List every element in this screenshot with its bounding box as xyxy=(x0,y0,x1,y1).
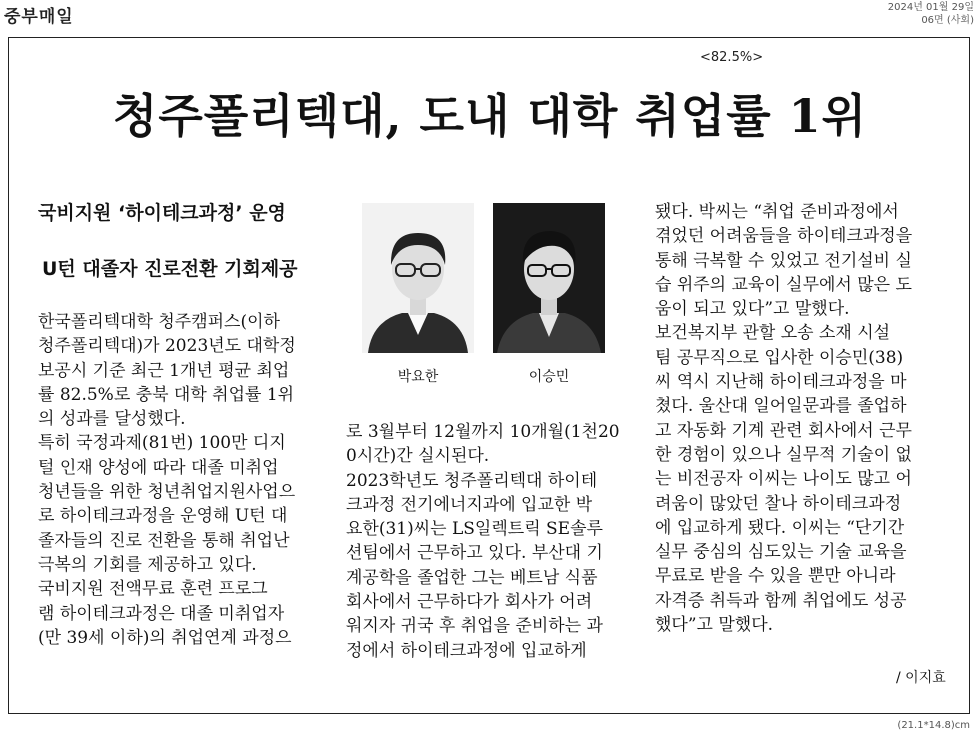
paragraph: 2023학년도 청주폴리텍대 하이테 크과정 전기에너지과에 입교한 박 요한(31)씨는 LS일렉트릭 SE솔루 션팀에서 근무하고 있다. 부산대 기 계공학을 졸업한 그는 베트남 식품 회사에서 근무하다가 회사가 어려 워지자 귀국 후 취업을 준비하는 과 정에서 하이테크과정에 입교하게 xyxy=(346,470,603,661)
publication-date: 2024년 01월 29일 xyxy=(887,2,974,13)
article-column-1 xyxy=(38,310,336,650)
person-icon xyxy=(493,203,605,353)
clipping-size: (21.1*14.8)cm xyxy=(897,720,970,731)
paragraph: 로 3월부터 12월까지 10개월(1천20 0시간)간 실시된다. xyxy=(346,422,620,467)
portrait-photo-1 xyxy=(362,203,474,353)
paragraph: 국비지원 전액무료 훈련 프로그 램 하이테크과정은 대졸 미취업자 (만 39세 이하)의 취업연계 과정으 xyxy=(38,579,292,648)
page-section: 06면 (사회) xyxy=(921,15,974,26)
subheadline-1: 국비지원 ‘하이테크과정’ 운영 xyxy=(38,202,286,224)
byline: / 이지효 xyxy=(896,670,946,686)
paragraph: 특히 국정과제(81번) 100만 디지 털 인재 양성에 따라 대졸 미취업 청년들을 위한 청년취업지원사업으 로 하이테크과정을 운영해 U턴 대 졸자들의 진로 전환을 통해 취업난 극복의 기회를 제공하고 있다. xyxy=(38,433,296,575)
masthead-logo: 중부매일 xyxy=(4,7,74,27)
photo-caption-1: 박요한 xyxy=(397,369,439,385)
headline: 청주폴리텍대, 도내 대학 취업률 1위 xyxy=(112,89,868,143)
article-column-2 xyxy=(346,420,632,663)
paragraph: 됐다. 박씨는 “취업 준비과정에서 겪었던 어려움들을 하이테크과정을 통해 극복할 수 있었고 전기설비 실 습 위주의 교육이 실무에서 많은 도 움이 되고 있다”고 말했다. xyxy=(655,202,913,320)
person-icon xyxy=(362,203,474,353)
portrait-photo-2 xyxy=(493,203,605,353)
paragraph: 한국폴리텍대학 청주캠퍼스(이하 청주폴리텍대)가 2023년도 대학정 보공시 기준 최근 1개년 평균 최업 률 82.5%로 충북 대학 취업률 1위 의 성과를 달성했다. xyxy=(38,312,296,430)
paragraph: 보건복지부 관할 오송 소재 시설 팀 공무직으로 입사한 이승민(38) 씨 역시 지난해 하이테크과정을 마 쳤다. 울산대 일어일문과를 졸업하 고 자동화 기계 관련 회사에서 근무 한 경험이 있으나 실무적 기술이 없 는 비전공자 이씨는 나이도 많고 어 려움이 많았던 찰나 하이테크과정 에 입교하게 됐다. 이씨는 “단기간 실무 중심의 심도있는 기술 교육을 무료로 받을 수 있을 뿐만 아니라 자격증 취득과 함께 취업에도 성공 했다”고 말했다. xyxy=(655,323,912,636)
dateline xyxy=(888,1,974,27)
photo-caption-2: 이승민 xyxy=(528,369,570,385)
headline-kicker: <82.5%> xyxy=(700,50,764,65)
article-column-3 xyxy=(655,200,951,637)
subheadline-2: U턴 대졸자 진로전환 기회제공 xyxy=(42,258,298,280)
